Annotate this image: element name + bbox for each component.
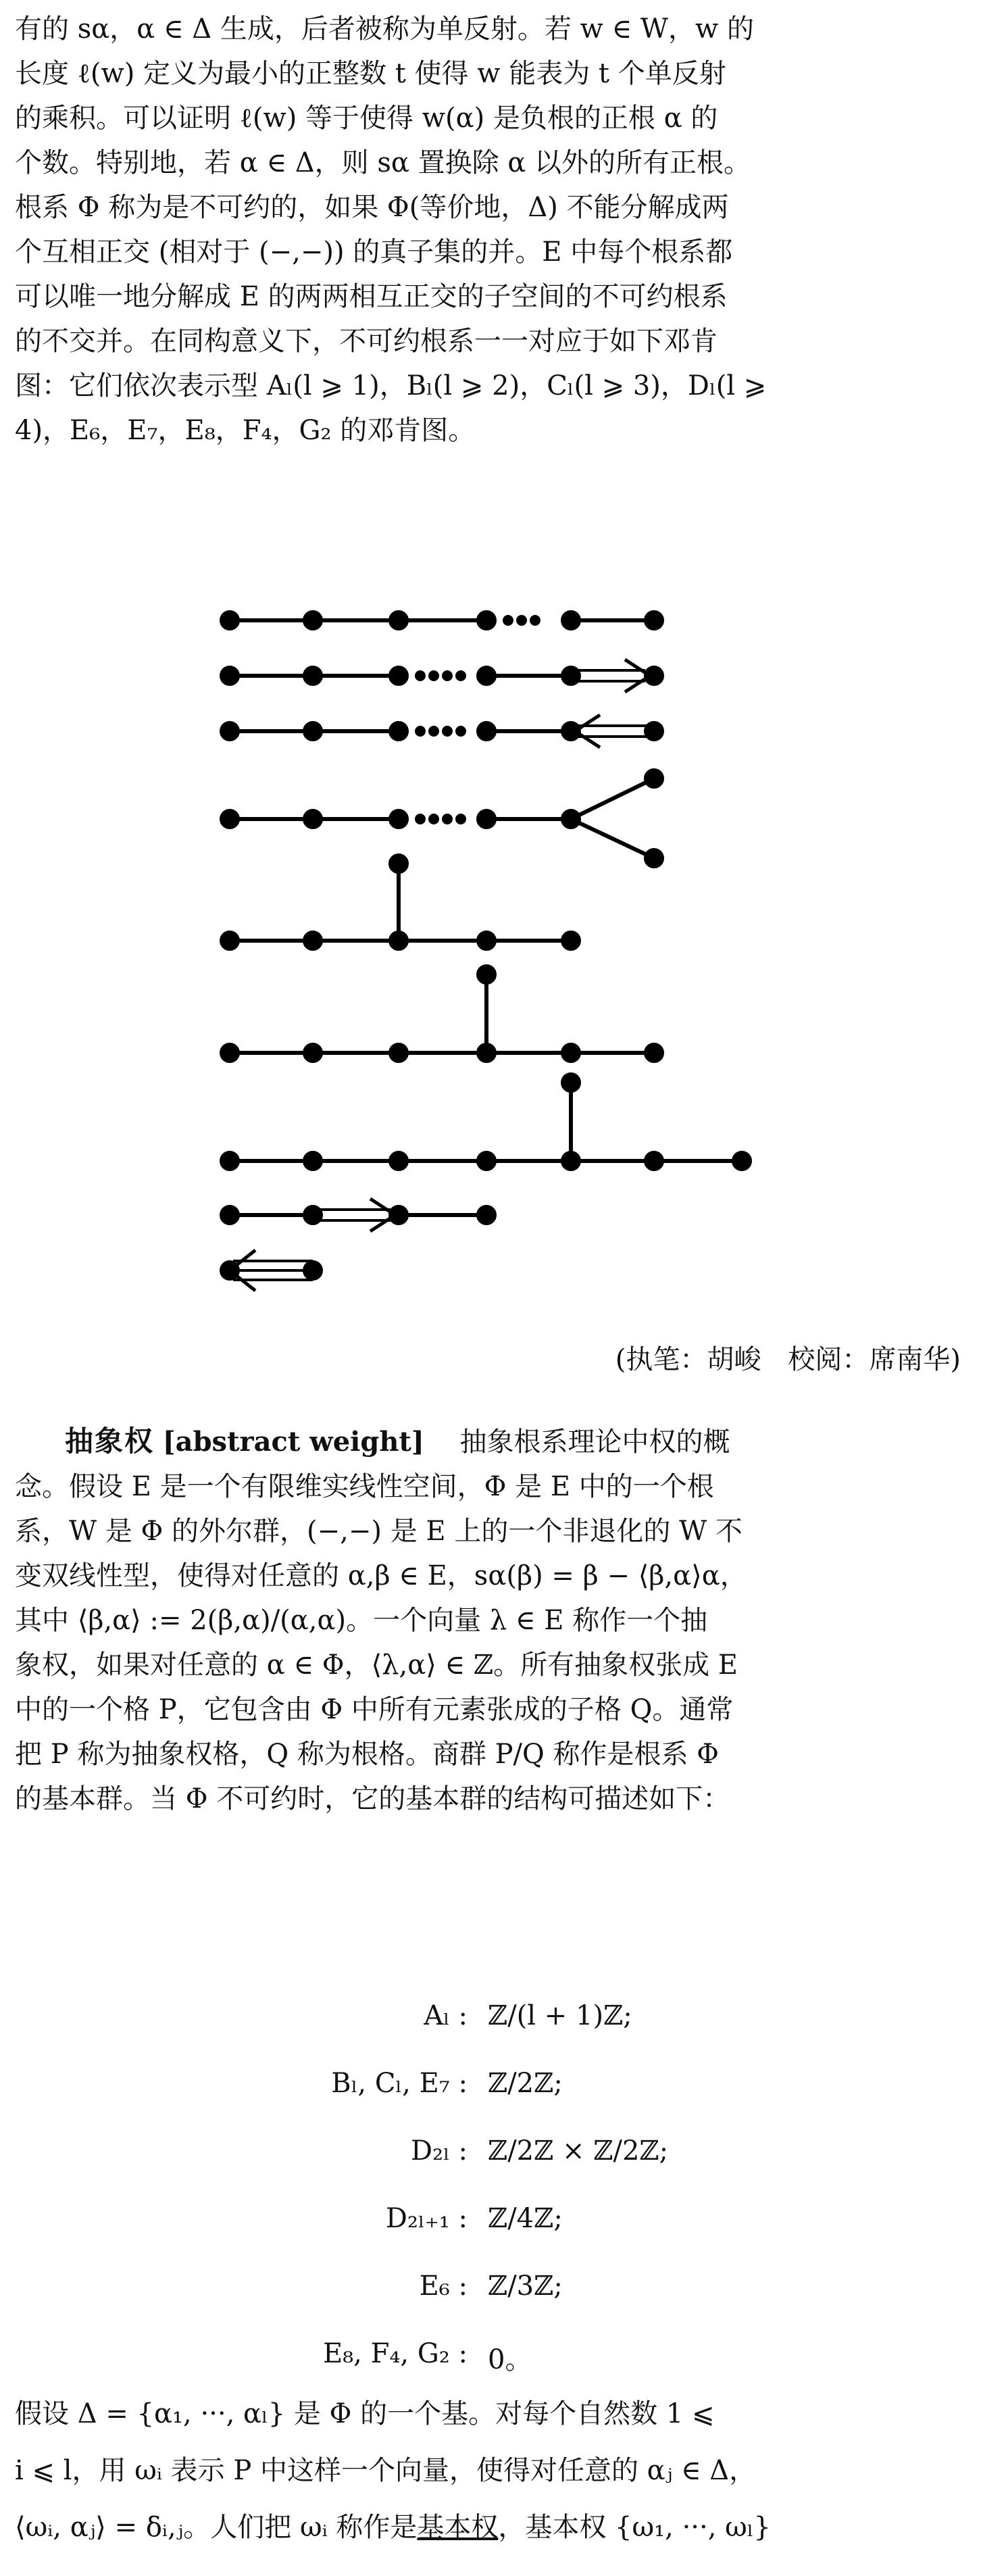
author-credit: (执笔：胡峻 校阅：席南华) [615,1344,961,1375]
group-value: ℤ/3ℤ; [488,2271,563,2302]
entry-title: 抽象权 [65,1425,155,1458]
final-last-line [15,2499,965,2556]
intro-line: 图：它们依次表示型 Aₗ(l ⩾ 1)，Bₗ(l ⩾ 2)，Cₗ(l ⩾ 3)，Dₗ(l ⩾ [15,370,767,401]
group-type-label: E₈, F₄, G₂ : [322,2338,468,2369]
dynkin-E8 [222,1074,750,1169]
entry-first-line [15,1419,965,1464]
entry-line: 系，W 是 Φ 的外尔群，(−,−) 是 E 上的一个非退化的 W 不 [15,1516,743,1547]
group-type-label: D₂ₗ : [410,2135,468,2166]
intro-paragraph [15,7,965,453]
intro-line: 长度 ℓ(w) 定义为最小的正整数 t 使得 w 能表为 t 个单反射 [15,58,726,89]
entry-line: 中的一个格 P，它包含由 Φ 中所有元素张成的子格 Q。通常 [15,1694,734,1725]
intro-line: 4)，E₆，E₇，E₈，F₄，G₂ 的邓肯图。 [15,415,476,446]
entry-abstract-weight [15,1419,965,1821]
entry-line: 变双线性型，使得对任意的 α,β ∈ E，sα(β) = β − ⟨β,α⟩α， [15,1560,747,1591]
intro-line: 的不交并。在同构意义下，不可约根系一一对应于如下邓肯 [15,326,718,357]
entry-line: 象权，如果对任意的 α ∈ Φ，⟨λ,α⟩ ∈ ℤ。所有抽象权张成 E [15,1650,738,1681]
basic-weight-term: 基本权 [417,2512,499,2543]
intro-line: 根系 Φ 称为是不可约的，如果 Φ(等价地，Δ) 不能分解成两 [15,192,729,223]
intro-line: 的乘积。可以证明 ℓ(w) 等于使得 w(α) 是负根的正根 α 的 [15,103,718,134]
dynkin-diagrams [0,588,981,1338]
group-value: 0。 [488,2344,532,2375]
group-row [0,2338,981,2379]
dynkin-C-l [222,715,662,747]
dynkin-E7 [222,966,662,1061]
intro-line: 有的 sα，α ∈ Δ 生成，后者被称为单反射。若 w ∈ W，w 的 [15,14,754,45]
final-text: ，基本权 {ω₁, ···, ωₗ} [498,2512,771,2543]
final-line: 假设 Δ = {α₁, ···, αₗ} 是 Φ 的一个基。对每个自然数 1 ⩽ [15,2398,715,2429]
dynkin-B-l [222,660,662,692]
group-value: ℤ/2ℤ × ℤ/2ℤ; [488,2135,669,2166]
dynkin-diagram-figure [0,588,981,1338]
group-row [0,2068,981,2108]
dynkin-G2 [222,1250,321,1291]
basic-weight-paragraph [15,2385,965,2556]
final-text: ⟨ωᵢ, αⱼ⟩ = δᵢ,ⱼ。人们把 ωᵢ 称作是 [15,2512,418,2543]
entry-line: 念。假设 E 是一个有限维实线性空间，Φ 是 E 中的一个根 [15,1471,714,1502]
group-row [0,2135,981,2176]
group-type-label: Bₗ, Cₗ, E₇ : [331,2068,468,2099]
intro-line: 个数。特别地，若 α ∈ Δ，则 sα 置换除 α 以外的所有正根。 [15,147,751,178]
entry-line: 把 P 称为抽象权格，Q 称为根格。商群 P/Q 称作是根系 Φ [15,1739,719,1770]
group-value: ℤ/4ℤ; [488,2203,563,2234]
dynkin-D-l [222,770,662,866]
group-row [0,2271,981,2311]
final-line: i ⩽ l，用 ωᵢ 表示 P 中这样一个向量，使得对任意的 αⱼ ∈ Δ， [15,2455,757,2486]
entry-line: 的基本群。当 Φ 不可约时，它的基本群的结构可描述如下： [15,1783,730,1814]
group-value: ℤ/2ℤ; [488,2068,563,2099]
group-value: ℤ/(l + 1)ℤ; [488,2000,632,2031]
group-type-label: E₆ : [419,2271,468,2302]
intro-line: 个互相正交 (相对于 (−,−)) 的真子集的并。E 中每个根系都 [15,237,733,268]
dynkin-F4 [222,1199,495,1231]
entry-line: 其中 ⟨β,α⟩ := 2(β,α)/(α,α)。一个向量 λ ∈ E 称作一个抽 [15,1605,708,1636]
group-row [0,2000,981,2041]
dynkin-A-l [222,612,662,628]
entry-title-english: [abstract weight] [162,1426,424,1458]
entry-line: 抽象根系理论中权的概 [459,1427,730,1458]
intro-line: 可以唯一地分解成 E 的两两相互正交的子空间的不可约根系 [15,281,728,312]
group-type-label: D₂ₗ₊₁ : [385,2203,468,2234]
group-type-label: Aₗ : [424,2000,468,2031]
dynkin-E6 [222,856,579,949]
group-row [0,2203,981,2244]
